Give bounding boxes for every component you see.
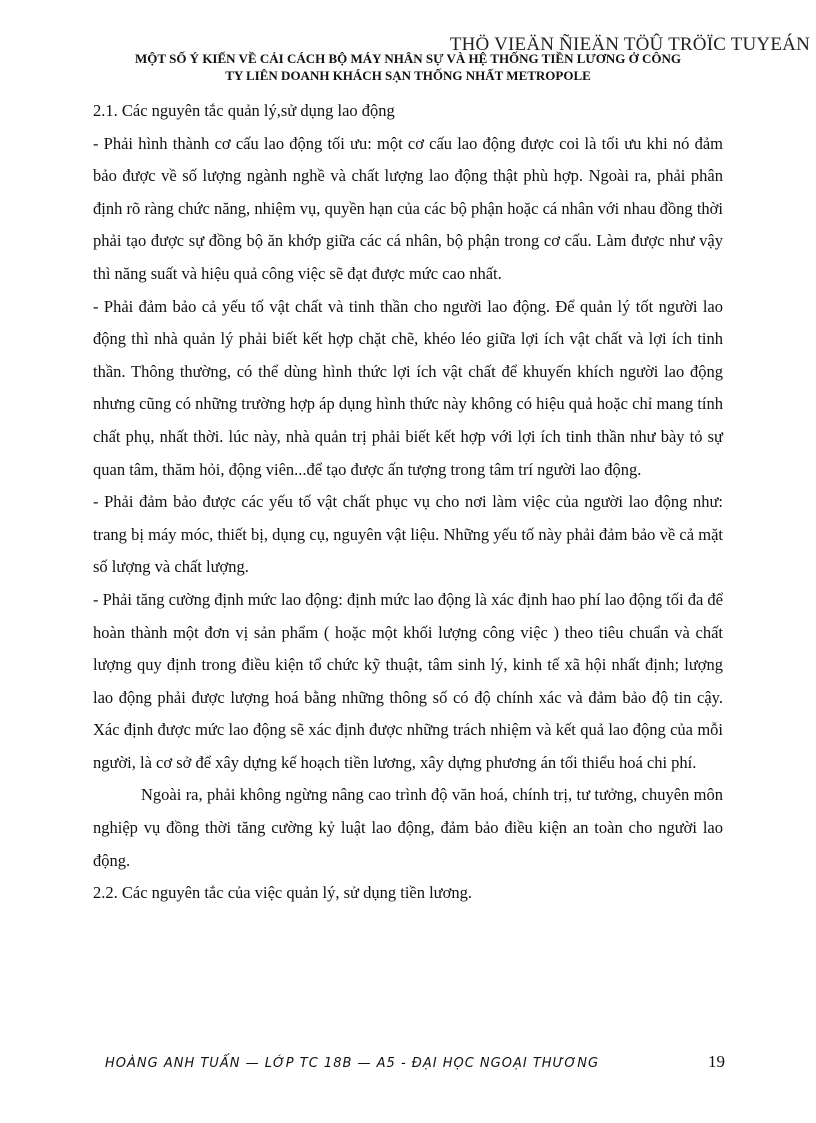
document-header [70, 50, 746, 84]
library-watermark: THÖ VIEÄN ÑIEÄN TÖÛ TRÖÏC TUYEÁN [449, 34, 810, 55]
paragraph-3: - Phải đảm bảo được các yếu tố vật chất phục vụ cho nơi làm việc của người lao động như: trang bị máy móc, thiết bị, dụng cụ, nguyên vật liệu. Những yếu tố này phải đảm bảo về cả mặt số lượng và chất lượng. [93, 492, 723, 577]
header-line-2: TY LIÊN DOANH KHÁCH SẠN THỐNG NHẤT METROPOLE [225, 68, 591, 83]
page-footer [105, 1052, 725, 1072]
paragraph-5: Ngoài ra, phải không ngừng nâng cao trình độ văn hoá, chính trị, tư tưởng, chuyên môn nghiệp vụ đồng thời tăng cường kỷ luật lao động, đảm bảo điều kiện an toàn cho người lao động. [93, 785, 723, 870]
footer-author: HOÀNG ANH TUẤN — LỚP TC 18B — A5 - ĐẠI HỌC NGOẠI THƯƠNG [105, 1056, 600, 1071]
paragraph-4: - Phải tăng cường định mức lao động: định mức lao động là xác định hao phí lao động tối đa để hoàn thành một đơn vị sản phẩm ( hoặc một khối lượng công việc ) theo tiêu chuẩn và chất lượng quy định trong điều kiện tổ chức kỹ thuật, tâm sinh lý, kinh tế xã hội nhất định; lượng lao động phải được lượng hoá bằng những thông số có độ chính xác và đảm bảo độ tin cậy. Xác định được mức lao động sẽ xác định được những trách nhiệm và kết quả lao động của mỗi người, là cơ sở để xây dựng kế hoạch tiền lương, xây dựng phương án tối thiểu hoá chi phí. [93, 589, 723, 772]
paragraph-1: - Phải hình thành cơ cấu lao động tối ưu: một cơ cấu lao động được coi là tối ưu khi nó đảm bảo được về số lượng ngành nghề và chất lượng lao động thật phù hợp. Ngoài ra, phải phân định rõ ràng chức năng, nhiệm vụ, quyền hạn của các bộ phận hoặc cá nhân với nhau đồng thời phải tạo được sự đồng bộ ăn khớp giữa các cá nhân, bộ phận trong cơ cấu. Làm được như vậy thì năng suất và hiệu quả công việc sẽ đạt được mức cao nhất. [93, 133, 723, 283]
page-number: 19 [708, 1052, 725, 1071]
section-heading: 2.1. Các nguyên tắc quản lý,sử dụng lao động [93, 101, 395, 120]
next-section-heading: 2.2. Các nguyên tắc của việc quản lý, sử dụng tiền lương. [93, 883, 472, 903]
header-line-1: MỘT SỐ Ý KIẾN VỀ CẢI CÁCH BỘ MÁY NHÂN SỰ VÀ HỆ THỐNG TIỀN LƯƠNG Ở CÔNG [135, 51, 681, 66]
document-body [93, 95, 723, 910]
paragraph-2: - Phải đảm bảo cả yếu tố vật chất và tinh thần cho người lao động. Để quản lý tốt người lao động thì nhà quản lý phải biết kết hợp chặt chẽ, khéo léo giữa lợi ích vật chất và lợi ích tinh thần. Thông thường, có thể dùng hình thức lợi ích vật chất để khuyến khích người lao động nhưng cũng có những trường hợp áp dụng hình thức này không có hiệu quả hoặc chỉ mang tính chất phụ, nhất thời. lúc này, nhà quản trị phải biết kết hợp với lợi ích tinh thần như bày tỏ sự quan tâm, thăm hỏi, động viên...để tạo được ấn tượng trong tâm trí người lao động. [93, 296, 723, 479]
